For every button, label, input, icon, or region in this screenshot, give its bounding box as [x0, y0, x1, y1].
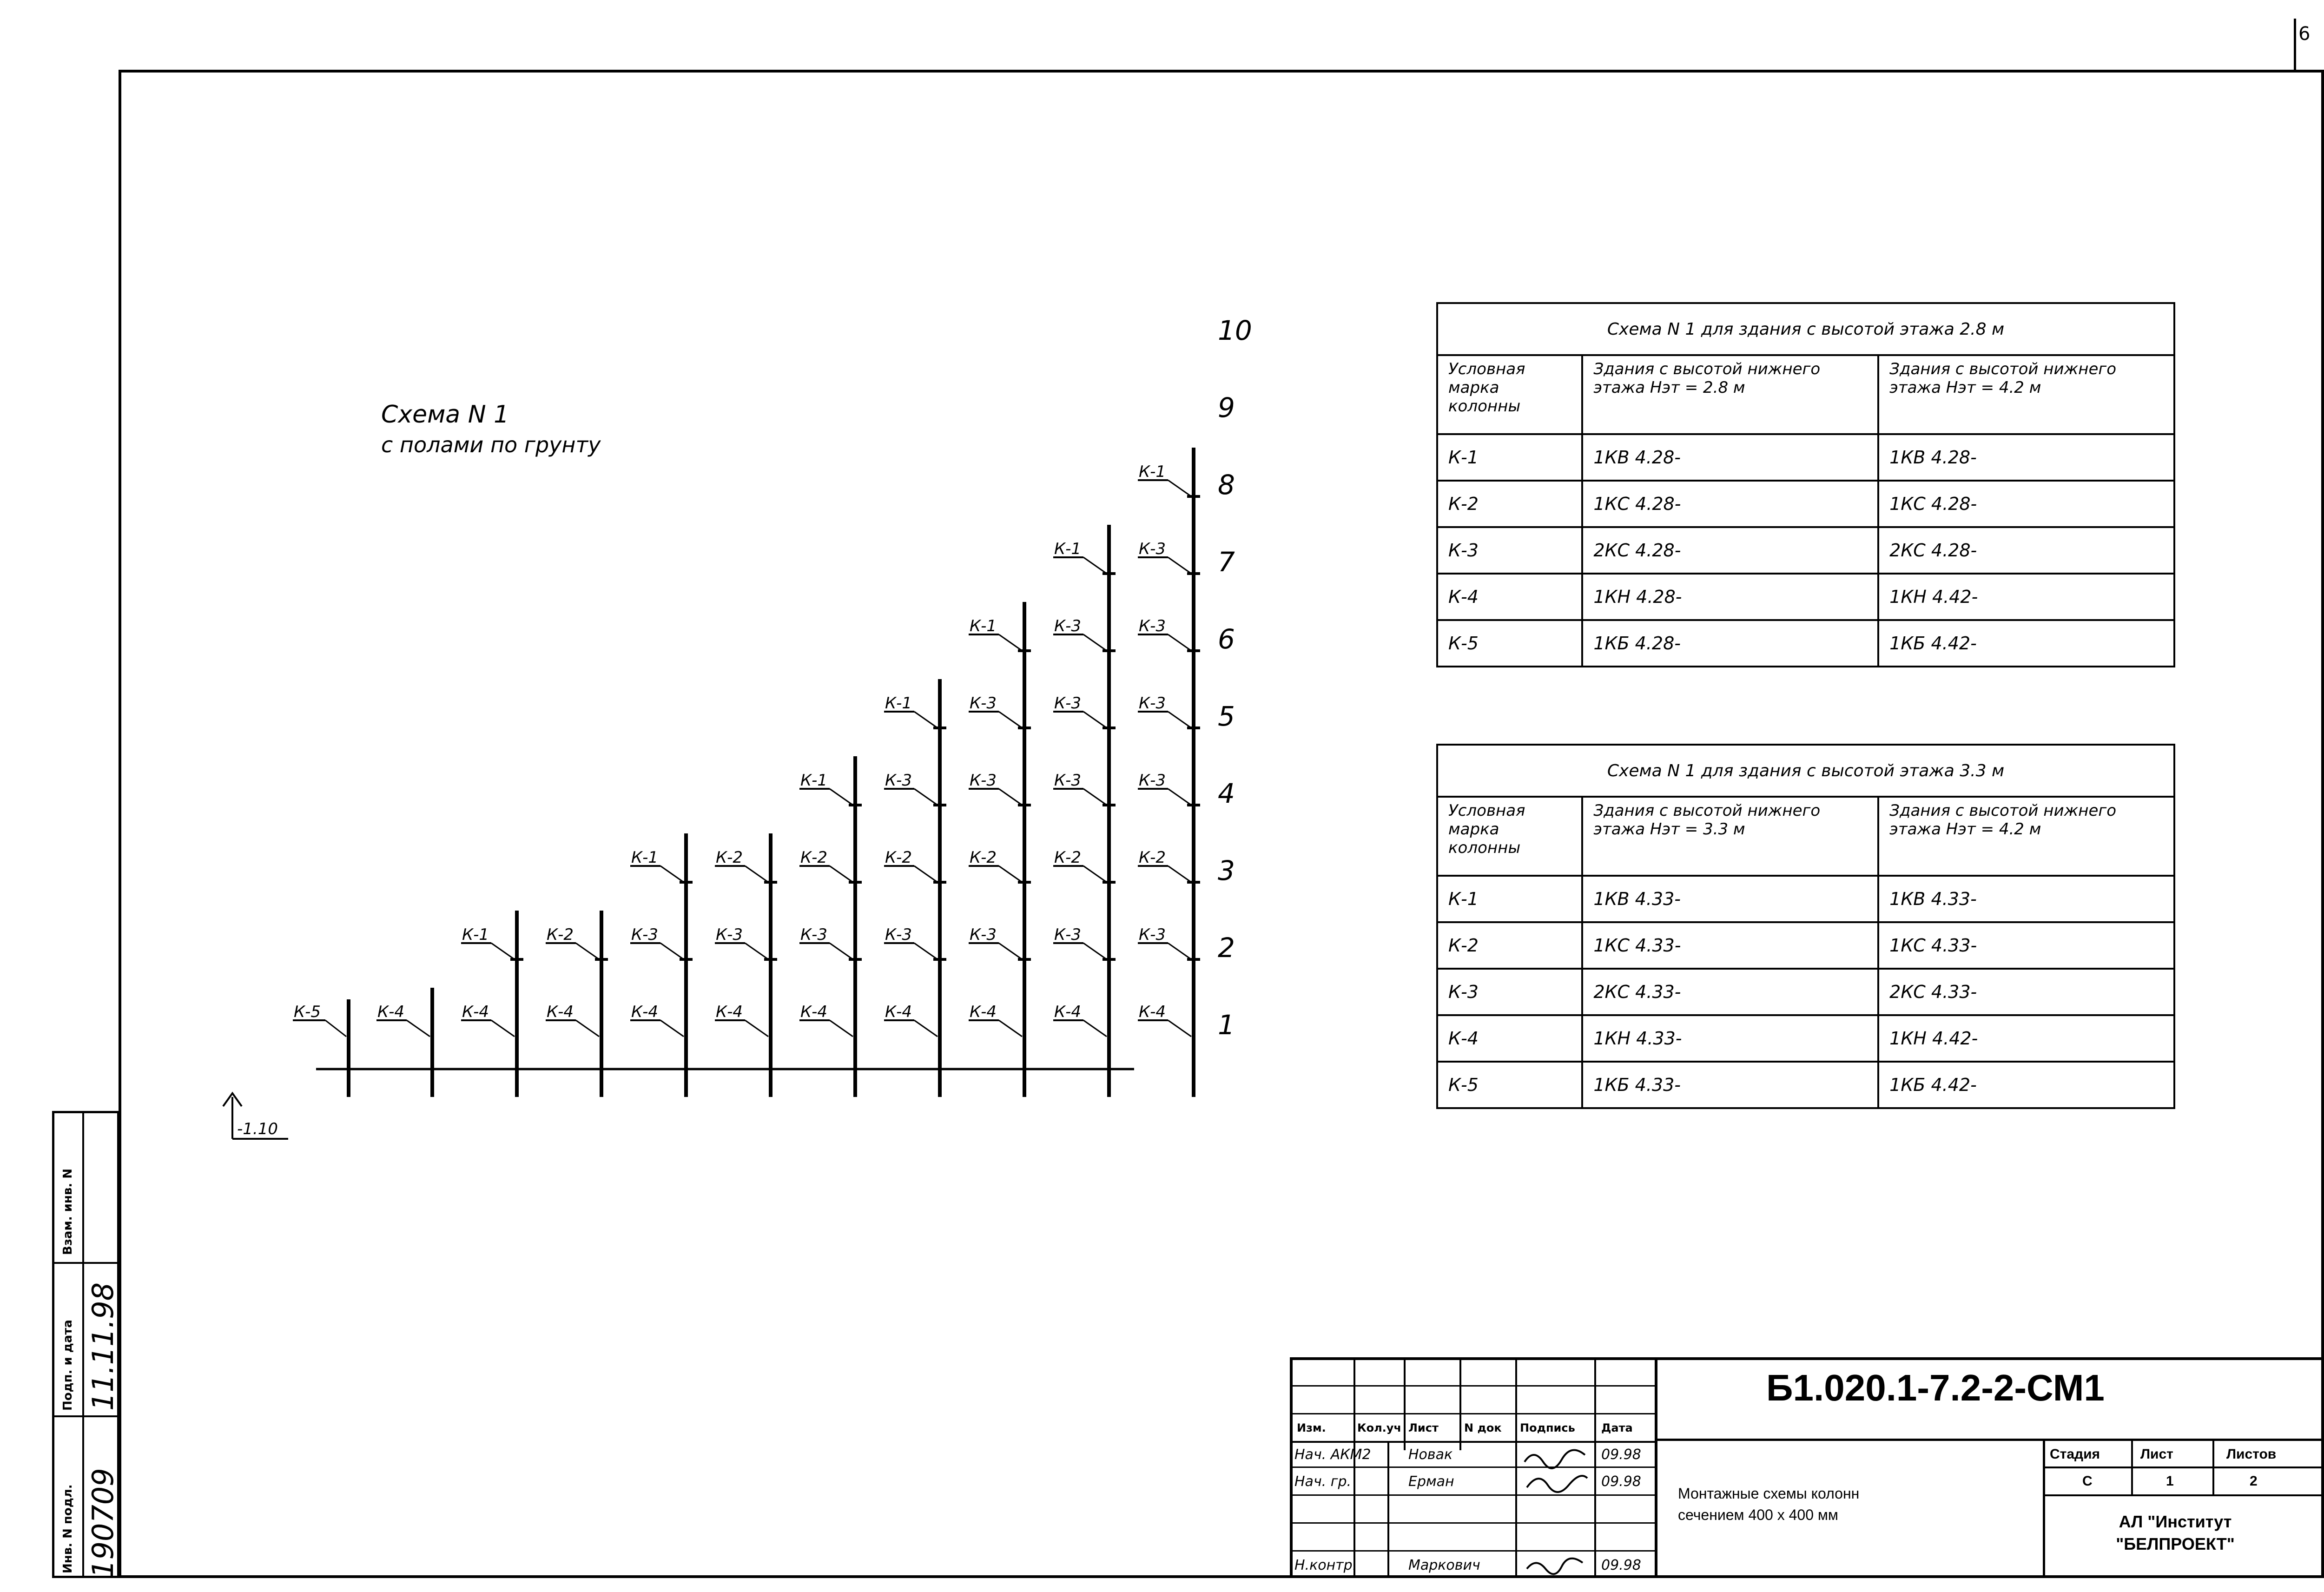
stamp-grid	[1290, 1522, 1655, 1524]
organization-line: АЛ "Институт	[2119, 1512, 2232, 1531]
stamp-grid	[1290, 1413, 1655, 1414]
column-label: К-3	[1139, 617, 1166, 635]
table-cell: К-3	[1437, 969, 1582, 1015]
column-label: К-3	[970, 694, 997, 713]
label-leader	[1168, 480, 1191, 496]
floor-number: 8	[1218, 469, 1235, 501]
label-leader	[1083, 866, 1107, 882]
column-label: К-4	[377, 1003, 405, 1021]
label-leader	[660, 866, 684, 882]
table-cell: 1КН 4.33-	[1582, 1015, 1878, 1062]
table-cell: К-4	[1437, 1015, 1582, 1062]
label-leader	[1083, 943, 1107, 959]
table-cell: К-1	[1437, 876, 1582, 922]
column-label: К-4	[800, 1003, 828, 1021]
stamp-grid	[1404, 1357, 1406, 1450]
stamp-divider	[2043, 1466, 2324, 1468]
label-leader	[660, 943, 684, 959]
column-label: К-4	[547, 1003, 574, 1021]
stamp-date: 09.98	[1601, 1557, 1641, 1573]
label-leader	[1168, 943, 1191, 959]
label-leader	[745, 1020, 768, 1037]
column-label: К-1	[1054, 540, 1082, 558]
column-label: К-4	[462, 1003, 489, 1021]
stamp-grid	[1290, 1385, 1655, 1387]
sheets-label: Листов	[2226, 1447, 2277, 1462]
table-cell: 2КС 4.28-	[1582, 527, 1878, 574]
label-leader	[1168, 557, 1191, 574]
column-label: К-2	[1054, 848, 1082, 867]
table-caption: Схема N 1 для здания с высотой этажа 3.3 м	[1437, 745, 2174, 797]
floor-number: 9	[1218, 392, 1235, 423]
side-label-inv: Инв. N подл.	[61, 1484, 75, 1573]
label-leader	[999, 866, 1022, 882]
table-cell: К-3	[1437, 527, 1582, 574]
label-leader	[576, 943, 599, 959]
floor-number: 1	[1218, 1009, 1235, 1041]
sheets-value: 2	[2250, 1473, 2258, 1489]
column-label: К-2	[800, 848, 828, 867]
column-label: К-5	[294, 1003, 321, 1021]
table-cell: К-4	[1437, 574, 1582, 620]
organization	[2054, 1511, 2296, 1555]
table-cell: 1КБ 4.33-	[1582, 1062, 1878, 1108]
table-cell: 1КН 4.42-	[1878, 574, 2174, 620]
stamp-header: Изм.	[1297, 1421, 1326, 1434]
stamp-name: Новак	[1408, 1447, 1453, 1463]
page-number: 6	[2298, 23, 2311, 45]
table-cell: 1КБ 4.28-	[1582, 620, 1878, 667]
table-cell: К-5	[1437, 1062, 1582, 1108]
label-leader	[1168, 789, 1191, 805]
label-leader	[914, 1020, 938, 1037]
label-leader	[830, 866, 853, 882]
label-leader	[1168, 634, 1191, 651]
column-label: К-4	[716, 1003, 743, 1021]
table-cell: 1КН 4.28-	[1582, 574, 1878, 620]
column-label: К-3	[885, 925, 912, 944]
table-cell: 1КС 4.28-	[1878, 481, 2174, 527]
table-cell: 1КБ 4.42-	[1878, 1062, 2174, 1108]
signature-mark	[1525, 1450, 1585, 1468]
label-leader	[830, 789, 853, 805]
table-cell: 1КВ 4.28-	[1582, 434, 1878, 481]
table-cell: 1КБ 4.42-	[1878, 620, 2174, 667]
stamp-header: Кол.уч	[1357, 1421, 1401, 1434]
stamp-name: Ерман	[1408, 1473, 1454, 1490]
side-stamp	[52, 1111, 119, 1578]
label-leader	[914, 943, 938, 959]
label-leader	[914, 712, 938, 728]
floor-number: 10	[1218, 315, 1252, 346]
table-cell: К-2	[1437, 922, 1582, 969]
stamp-border	[1290, 1357, 2324, 1360]
stamp-name: Маркович	[1408, 1557, 1480, 1573]
signature-mark	[1527, 1476, 1587, 1492]
column-label: К-3	[1054, 694, 1082, 713]
floor-number: 2	[1218, 932, 1235, 964]
label-leader	[999, 634, 1022, 651]
table-cell: 1КС 4.33-	[1878, 922, 2174, 969]
label-leader	[576, 1020, 599, 1037]
stamp-date: 09.98	[1601, 1447, 1641, 1463]
label-leader	[1083, 1020, 1107, 1037]
stamp-grid	[1290, 1494, 1655, 1496]
label-leader	[1083, 789, 1107, 805]
label-leader	[491, 943, 515, 959]
table-header: Здания с высотой нижнего этажа Нэт = 4.2 м	[1878, 355, 2174, 434]
table-cell: 1КВ 4.33-	[1582, 876, 1878, 922]
label-leader	[1083, 712, 1107, 728]
side-inv-value: 190709	[86, 1468, 120, 1578]
label-leader	[660, 1020, 684, 1037]
signature-mark	[1527, 1559, 1583, 1574]
side-stamp-divider	[54, 1415, 119, 1417]
column-label: К-2	[716, 848, 743, 867]
column-label: К-4	[885, 1003, 912, 1021]
stamp-grid	[1290, 1441, 1655, 1443]
table-header: Условная марка колонны	[1437, 797, 1582, 876]
column-label: К-3	[800, 925, 828, 944]
stamp-grid	[1290, 1466, 1655, 1468]
label-leader	[999, 789, 1022, 805]
label-leader	[1168, 1020, 1191, 1037]
column-label: К-3	[885, 771, 912, 790]
stamp-role: Нач. АКМ2	[1294, 1447, 1371, 1463]
label-leader	[999, 1020, 1022, 1037]
stage-value: С	[2082, 1473, 2093, 1489]
table-cell: К-1	[1437, 434, 1582, 481]
document-description	[1678, 1483, 1859, 1526]
label-leader	[914, 866, 938, 882]
scheme-title: Схема N 1	[381, 401, 509, 429]
stamp-grid	[1459, 1357, 1461, 1450]
column-label: К-3	[1139, 694, 1166, 713]
table-cell: 1КС 4.33-	[1582, 922, 1878, 969]
label-leader	[830, 1020, 853, 1037]
spec-table-2-8	[1436, 302, 2175, 667]
label-leader	[491, 1020, 515, 1037]
label-leader	[830, 943, 853, 959]
stamp-role: Нач. гр.	[1294, 1473, 1352, 1490]
stamp-header: Подпись	[1520, 1421, 1575, 1434]
stamp-divider	[2043, 1494, 2324, 1496]
label-leader	[407, 1020, 430, 1037]
elevation-label: -1.10	[237, 1120, 278, 1138]
table-cell: 2КС 4.28-	[1878, 527, 2174, 574]
table-cell: К-2	[1437, 481, 1582, 527]
column-label: К-3	[1054, 617, 1082, 635]
column-label: К-3	[1054, 925, 1082, 944]
stamp-grid	[1387, 1441, 1389, 1578]
table-header: Условная марка колонны	[1437, 355, 1582, 434]
label-leader	[1168, 712, 1191, 728]
column-label: К-1	[800, 771, 828, 790]
stamp-date: 09.98	[1601, 1473, 1641, 1490]
document-code: Б1.020.1-7.2-2-СМ1	[1766, 1367, 2105, 1408]
floor-number: 3	[1218, 855, 1235, 886]
column-label: К-4	[970, 1003, 997, 1021]
signatures	[1520, 1443, 1594, 1578]
column-label: К-3	[716, 925, 743, 944]
table-header: Здания с высотой нижнего этажа Нэт = 2.8 м	[1582, 355, 1878, 434]
column-label: К-3	[970, 925, 997, 944]
table-header: Здания с высотой нижнего этажа Нэт = 4.2 м	[1878, 797, 2174, 876]
column-label: К-3	[1054, 771, 1082, 790]
side-label-vzam: Взам. инв. N	[61, 1169, 75, 1255]
stamp-header: Лист	[1408, 1421, 1439, 1434]
column-label: К-3	[1139, 925, 1166, 944]
label-leader	[914, 789, 938, 805]
table-cell: 1КВ 4.33-	[1878, 876, 2174, 922]
stamp-role: Н.контр.	[1294, 1557, 1357, 1573]
table-cell: 1КН 4.42-	[1878, 1015, 2174, 1062]
table-cell: 2КС 4.33-	[1582, 969, 1878, 1015]
table-cell: 2КС 4.33-	[1878, 969, 2174, 1015]
stamp-grid	[1290, 1550, 1655, 1552]
stamp-header: Дата	[1601, 1421, 1633, 1434]
label-leader	[999, 943, 1022, 959]
column-label: К-3	[1139, 771, 1166, 790]
column-label: К-1	[462, 925, 489, 944]
column-label: К-1	[970, 617, 997, 635]
scheme-subtitle: с полами по грунту	[381, 432, 601, 457]
column-label: К-4	[1054, 1003, 1082, 1021]
sheet-value: 1	[2166, 1473, 2174, 1489]
description-line: сечением 400 х 400 мм	[1678, 1506, 1838, 1523]
column-label: К-2	[547, 925, 574, 944]
label-leader	[325, 1020, 346, 1037]
column-label: К-3	[970, 771, 997, 790]
column-label: К-4	[1139, 1003, 1166, 1021]
table-header: Здания с высотой нижнего этажа Нэт = 3.3 м	[1582, 797, 1878, 876]
organization-line: "БЕЛПРОЕКТ"	[2116, 1534, 2235, 1553]
table-cell: 1КВ 4.28-	[1878, 434, 2174, 481]
stamp-divider	[2131, 1439, 2133, 1494]
stamp-divider	[2043, 1439, 2045, 1578]
stamp-divider	[1655, 1439, 2324, 1441]
side-label-sign: Подп. и дата	[61, 1320, 75, 1411]
column-label: К-3	[631, 925, 659, 944]
stamp-header: N док	[1464, 1421, 1502, 1434]
side-sign-value: 11.11.98	[86, 1282, 120, 1411]
label-leader	[745, 866, 768, 882]
floor-number: 6	[1218, 623, 1235, 655]
column-label: К-3	[1139, 540, 1166, 558]
side-stamp-divider	[82, 1113, 84, 1578]
description-line: Монтажные схемы колонн	[1678, 1485, 1860, 1502]
column-label: К-1	[631, 848, 659, 867]
table-cell: 1КС 4.28-	[1582, 481, 1878, 527]
stage-label: Стадия	[2050, 1447, 2100, 1462]
column-label: К-2	[970, 848, 997, 867]
floor-number: 5	[1218, 700, 1235, 732]
table-cell: К-5	[1437, 620, 1582, 667]
column-label: К-4	[631, 1003, 659, 1021]
label-leader	[1083, 557, 1107, 574]
label-leader	[1083, 634, 1107, 651]
stamp-divider	[1655, 1357, 1657, 1578]
column-label: К-1	[885, 694, 912, 713]
sheet-label: Лист	[2140, 1447, 2173, 1462]
side-stamp-divider	[54, 1262, 119, 1264]
stamp-divider	[2212, 1439, 2214, 1494]
column-label: К-1	[1139, 462, 1166, 481]
label-leader	[745, 943, 768, 959]
floor-number: 7	[1218, 546, 1235, 578]
spec-table-3-3	[1436, 744, 2175, 1109]
column-label: К-2	[1139, 848, 1166, 867]
table-caption: Схема N 1 для здания с высотой этажа 2.8 м	[1437, 303, 2174, 355]
column-label: К-2	[885, 848, 912, 867]
label-leader	[1168, 866, 1191, 882]
label-leader	[999, 712, 1022, 728]
floor-number: 4	[1218, 778, 1235, 809]
stamp-grid	[1353, 1357, 1355, 1450]
